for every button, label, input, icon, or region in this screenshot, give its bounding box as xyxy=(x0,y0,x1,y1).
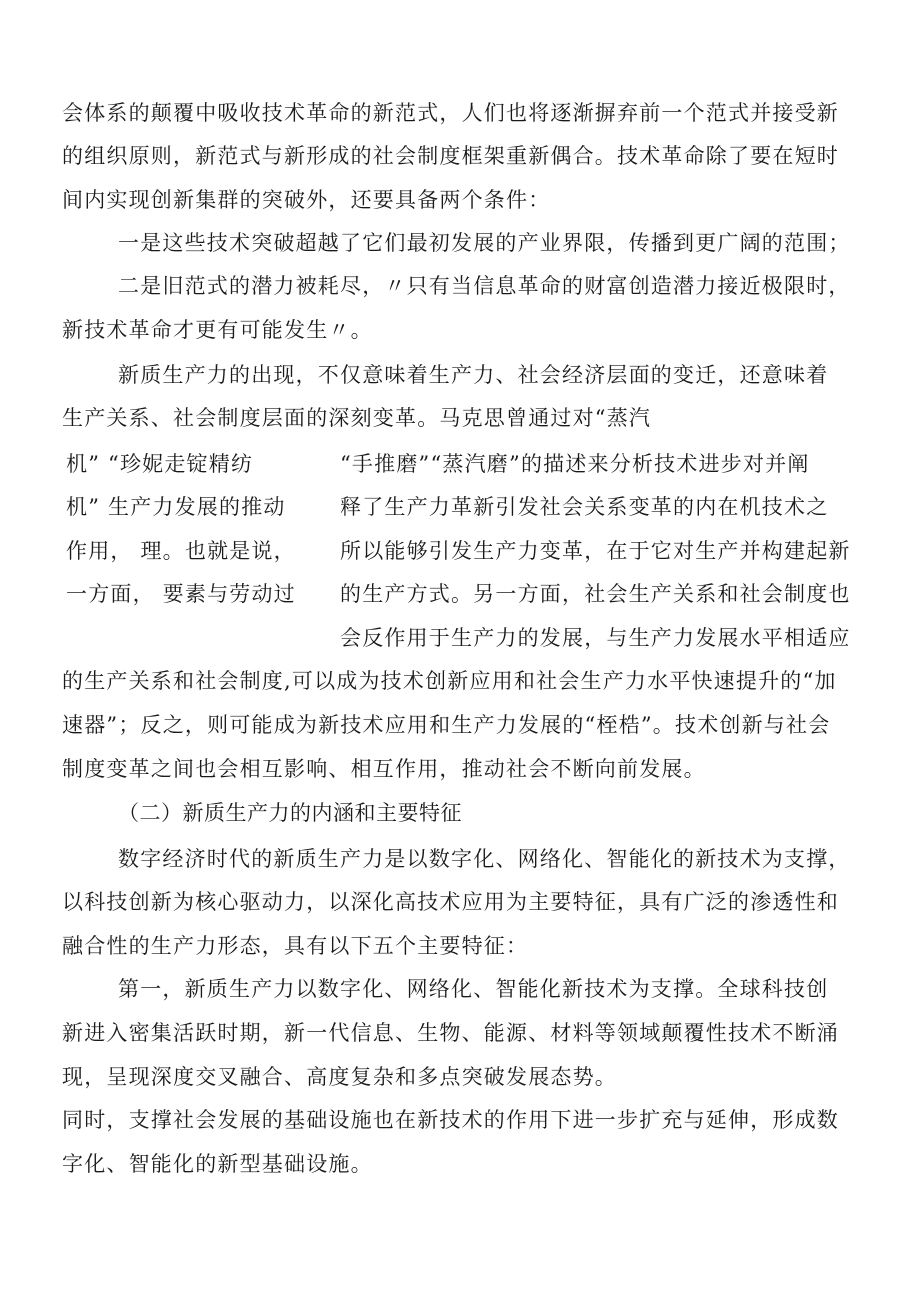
paragraph-line: 的组织原则，新范式与新形成的社会制度框架重新偶合。技术革命除了要在短时 xyxy=(62,144,839,168)
paragraph-line: 一是这些技术突破超越了它们最初发展的产业界限，传播到更广阔的范围； xyxy=(118,231,851,255)
paragraph-line: 新进入密集活跃时期，新一代信息、生物、能源、材料等领域颠覆性技术不断涌 xyxy=(62,1021,839,1045)
paragraph-line: 速器”；反之，则可能成为新技术应用和生产力发展的“桎梏”。技术创新与社会 xyxy=(62,713,831,737)
paragraph-line: 新质生产力的出现，不仅意味着生产力、社会经济层面的变迁，还意味着 xyxy=(118,363,829,387)
paragraph-line: 间内实现创新集群的突破外，还要具备两个条件： xyxy=(62,188,551,212)
right-column-line: “手推磨”“蒸汽磨”的描述来分析技术进步对并阐 xyxy=(340,452,810,476)
paragraph-line: 字化、智能化的新型基础设施。 xyxy=(62,1152,373,1176)
right-column-line: 会反作用于生产力的发展，与生产力发展水平相适应 xyxy=(340,626,851,650)
paragraph-line: 同时，支撑社会发展的基础设施也在新技术的作用下进一步扩充与延伸，形成数 xyxy=(62,1108,839,1132)
paragraph-line: 新技术革命才更有可能发生〃。 xyxy=(62,318,373,342)
right-column-line: 所以能够引发生产力变革，在于它对生产并构建起新 xyxy=(340,539,851,563)
left-column-line: 机” “珍妮走锭精纺 xyxy=(66,452,254,476)
paragraph-line: 现，呈现深度交叉融合、高度复杂和多点突破发展态势。 xyxy=(62,1065,617,1089)
section-heading: （二）新质生产力的内涵和主要特征 xyxy=(118,801,462,825)
left-column-line: 一方面， 要素与劳动过 xyxy=(66,582,296,606)
paragraph-line: 数字经济时代的新质生产力是以数字化、网络化、智能化的新技术为支撑， xyxy=(118,847,851,871)
right-column-line: 的生产方式。另一方面，社会生产关系和社会制度也 xyxy=(340,582,851,606)
paragraph-line: 生产关系、社会制度层面的深刻变革。马克思曾通过对“蒸汽 xyxy=(62,406,652,430)
left-column-line: 机” 生产力发展的推动 xyxy=(66,495,286,519)
paragraph-line: 会体系的颠覆中吸收技术革命的新范式，人们也将逐渐摒弃前一个范式并接受新 xyxy=(62,101,839,125)
paragraph-line: 制度变革之间也会相互影响、相互作用，推动社会不断向前发展。 xyxy=(62,757,706,781)
paragraph-line: 融合性的生产力形态，具有以下五个主要特征： xyxy=(62,934,529,958)
paragraph-line: 的生产关系和社会制度,可以成为技术创新应用和社会生产力水平快速提升的“加 xyxy=(62,669,837,693)
right-column-line: 释了生产力革新引发社会关系变革的内在机技术之 xyxy=(340,495,829,519)
left-column-line: 作用， 理。也就是说， xyxy=(66,539,296,563)
paragraph-line: 二是旧范式的潜力被耗尽，〃只有当信息革命的财富创造潜力接近极限时， xyxy=(118,274,851,298)
paragraph-line: 第一，新质生产力以数字化、网络化、智能化新技术为支撑。全球科技创 xyxy=(118,977,829,1001)
paragraph-line: 以科技创新为核心驱动力，以深化高技术应用为主要特征，具有广泛的渗透性和 xyxy=(62,890,839,914)
